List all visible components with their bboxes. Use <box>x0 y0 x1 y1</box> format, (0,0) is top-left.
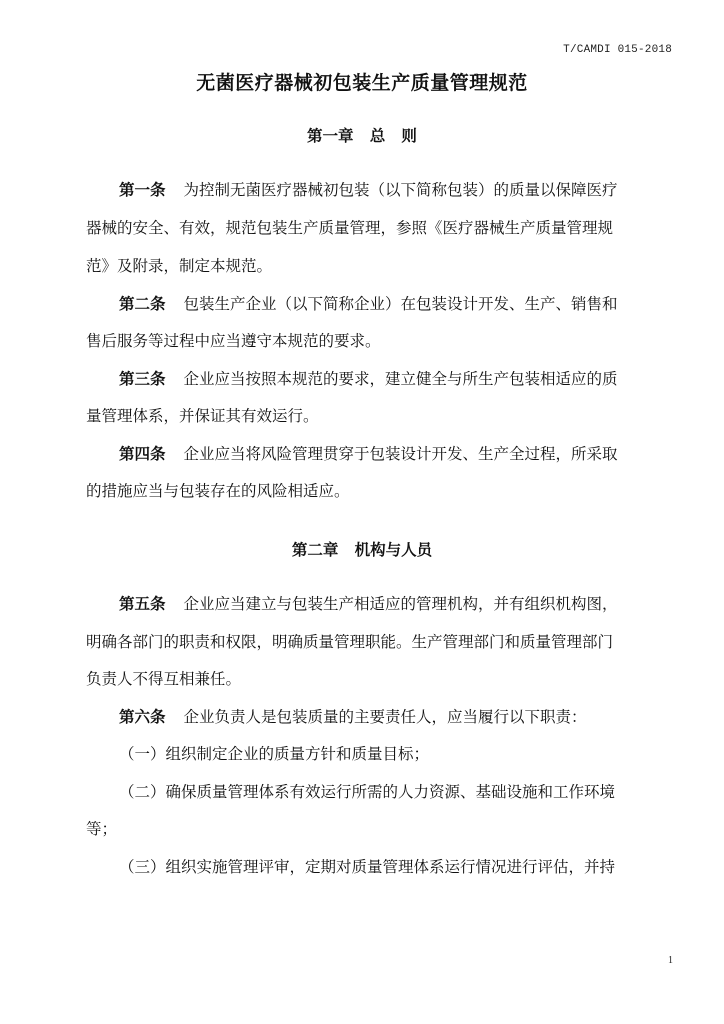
chapter-1-heading: 第一章 总 则 <box>307 127 417 145</box>
article-6-item-2-line-2: 等； <box>86 820 118 838</box>
article-2-line-1 <box>119 294 618 314</box>
article-1-label: 第一条 <box>119 181 166 199</box>
document-code: T/CAMDI 015-2018 <box>563 44 672 56</box>
article-1-line-2: 器械的安全、有效，规范包装生产质量管理，参照《医疗器械生产质量管理规 <box>86 219 614 237</box>
article-4-text: 企业应当将风险管理贯穿于包装设计开发、生产全过程，所采取 <box>183 445 618 463</box>
article-1-text: 为控制无菌医疗器械初包装（以下简称包装）的质量以保障医疗 <box>183 181 618 199</box>
article-4-line-2: 的措施应当与包装存在的风险相适应。 <box>86 482 350 500</box>
article-6-line-1 <box>119 707 587 727</box>
article-1-line-3: 范》及附录，制定本规范。 <box>86 257 273 275</box>
article-3-line-2: 量管理体系，并保证其有效运行。 <box>86 407 319 425</box>
article-5-line-2: 明确各部门的职责和权限，明确质量管理职能。生产管理部门和质量管理部门 <box>86 633 614 651</box>
article-3-text: 企业应当按照本规范的要求，建立健全与所生产包装相适应的质 <box>183 370 618 388</box>
chapter-2-heading: 第二章 机构与人员 <box>291 541 433 559</box>
article-1-line-1 <box>119 180 618 200</box>
article-4-label: 第四条 <box>119 445 166 463</box>
article-6-label: 第六条 <box>119 708 166 726</box>
page-number: 1 <box>668 955 673 966</box>
article-2-text: 包装生产企业（以下简称企业）在包装设计开发、生产、销售和 <box>183 295 618 313</box>
article-6-text: 企业负责人是包装质量的主要责任人，应当履行以下职责： <box>183 708 587 726</box>
article-2-line-2: 售后服务等过程中应当遵守本规范的要求。 <box>86 332 381 350</box>
article-6-item-1: （一）组织制定企业的质量方针和质量目标； <box>119 745 430 763</box>
article-3-line-1 <box>119 369 618 389</box>
article-5-line-3: 负责人不得互相兼任。 <box>86 670 242 688</box>
article-4-line-1 <box>119 444 618 464</box>
article-2-label: 第二条 <box>119 295 166 313</box>
article-6-item-2-line-1: （二）确保质量管理体系有效运行所需的人力资源、基础设施和工作环境 <box>119 783 616 801</box>
article-5-label: 第五条 <box>119 595 166 613</box>
article-6-item-3-line-1: （三）组织实施管理评审，定期对质量管理体系运行情况进行评估，并持 <box>119 858 616 876</box>
article-3-label: 第三条 <box>119 370 166 388</box>
article-5-line-1 <box>119 594 618 614</box>
document-title: 无菌医疗器械初包装生产质量管理规范 <box>196 72 528 94</box>
article-5-text: 企业应当建立与包装生产相适应的管理机构，并有组织机构图， <box>183 595 618 613</box>
